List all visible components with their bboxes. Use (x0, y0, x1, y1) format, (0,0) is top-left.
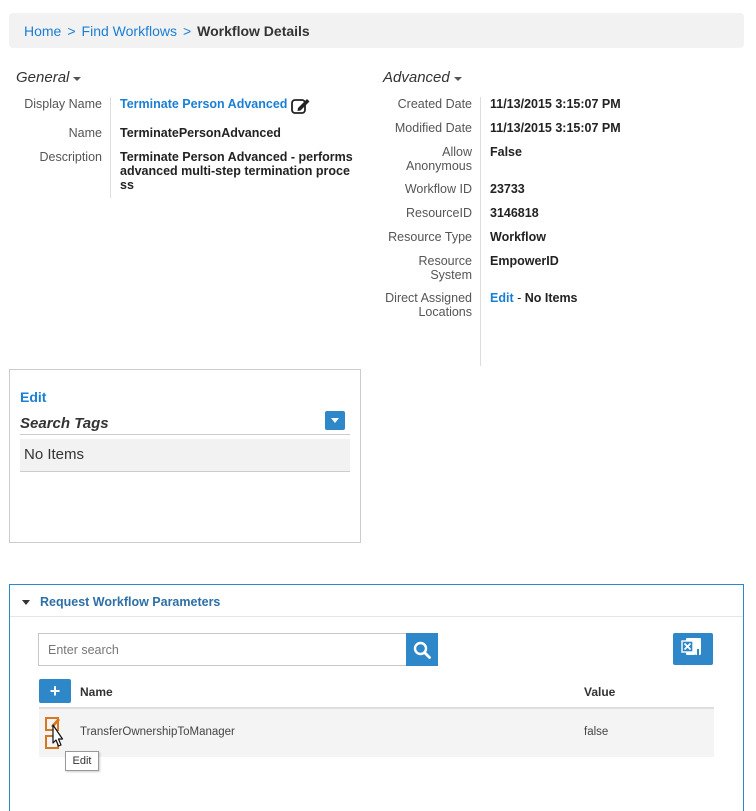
direct-locations-row (384, 291, 640, 366)
direct-locations-cell (480, 291, 640, 366)
direct-locations-value: No Items (524, 291, 578, 305)
breadcrumb-separator: > (67, 22, 76, 39)
allow-anonymous-row (384, 145, 640, 182)
workflow-id-label: Workflow ID (404, 182, 472, 196)
resource-type-label: Resource Type (388, 230, 472, 244)
created-date-row (384, 97, 640, 121)
search-tags-title: Search Tags (20, 415, 109, 432)
description-row (0, 150, 355, 198)
display-name-row (0, 97, 355, 126)
name-value: TerminatePersonAdvanced (110, 126, 355, 150)
allow-anonymous-value: False (480, 145, 640, 182)
advanced-section-title: Advanced (383, 69, 450, 86)
search-button[interactable] (406, 633, 438, 666)
breadcrumb-separator: > (182, 22, 192, 39)
search-tags-panel (9, 369, 361, 543)
display-name-cell (110, 97, 355, 126)
tags-divider (20, 434, 350, 435)
request-workflow-parameters-panel (9, 584, 744, 811)
table-row (39, 709, 714, 757)
description-value: Terminate Person Advanced - performs advanced multi-step termination proce ss (110, 150, 355, 198)
description-label: Description (39, 150, 102, 164)
column-header-value[interactable]: Value (584, 685, 616, 699)
workflow-id-value: 23733 (480, 182, 640, 206)
parameter-name: TransferOwnershipToManager (80, 726, 235, 738)
tags-dropdown-button[interactable] (325, 411, 345, 430)
general-section-toggle[interactable] (16, 69, 81, 86)
resource-id-label: ResourceID (406, 206, 472, 220)
parameter-value: false (584, 726, 609, 738)
edit-row-button[interactable] (44, 715, 64, 751)
modified-date-value: 11/13/2015 3:15:07 PM (480, 121, 640, 145)
general-properties (0, 97, 355, 198)
add-parameter-button[interactable]: + (39, 679, 71, 703)
resource-id-row (384, 206, 640, 230)
workflow-id-row (384, 182, 640, 206)
column-header-name[interactable]: Name (80, 685, 113, 699)
resource-system-label: Resource System (418, 254, 472, 282)
parameters-panel-toggle[interactable] (22, 595, 220, 609)
resource-type-row (384, 230, 640, 254)
collapse-triangle-icon (22, 600, 30, 605)
export-excel-button[interactable] (673, 633, 713, 665)
edit-pencil-icon[interactable] (291, 97, 311, 118)
chevron-down-icon (331, 418, 339, 423)
edit-pencil-icon (44, 715, 66, 753)
chevron-down-icon (73, 77, 81, 81)
resource-id-value: 3146818 (480, 206, 640, 230)
tags-edit-link[interactable]: Edit (20, 389, 47, 405)
search-input[interactable]: Enter search (38, 633, 406, 666)
chevron-down-icon (454, 77, 462, 81)
advanced-section-toggle[interactable] (383, 69, 462, 86)
created-date-value: 11/13/2015 3:15:07 PM (480, 97, 640, 121)
direct-locations-label: Direct Assigned Locations (385, 291, 472, 319)
display-name-value[interactable]: Terminate Person Advanced (120, 97, 288, 111)
search-icon (413, 641, 431, 659)
panel-divider (10, 616, 743, 617)
breadcrumb (9, 13, 744, 48)
parameters-panel-title: Request Workflow Parameters (40, 595, 221, 609)
tags-empty-row: No Items (20, 439, 350, 471)
direct-locations-separator: - (513, 291, 525, 305)
modified-date-row (384, 121, 640, 145)
resource-type-value: Workflow (480, 230, 640, 254)
resource-system-value: EmpowerID (480, 254, 640, 291)
display-name-label: Display Name (24, 97, 102, 111)
resource-system-row (384, 254, 640, 291)
direct-locations-edit-link[interactable]: Edit (490, 291, 514, 305)
name-label: Name (68, 126, 102, 140)
modified-date-label: Modified Date (394, 121, 472, 135)
excel-export-icon (680, 637, 706, 661)
allow-anonymous-label: Allow Anonymous (405, 145, 472, 173)
advanced-properties (384, 97, 640, 366)
breadcrumb-find-workflows[interactable]: Find Workflows (81, 22, 177, 39)
breadcrumb-home[interactable]: Home (24, 22, 62, 39)
general-section-title: General (16, 69, 70, 86)
breadcrumb-current: Workflow Details (197, 22, 310, 39)
created-date-label: Created Date (397, 97, 472, 111)
name-row (0, 126, 355, 150)
tags-divider (20, 471, 350, 472)
edit-tooltip: Edit (65, 751, 99, 771)
